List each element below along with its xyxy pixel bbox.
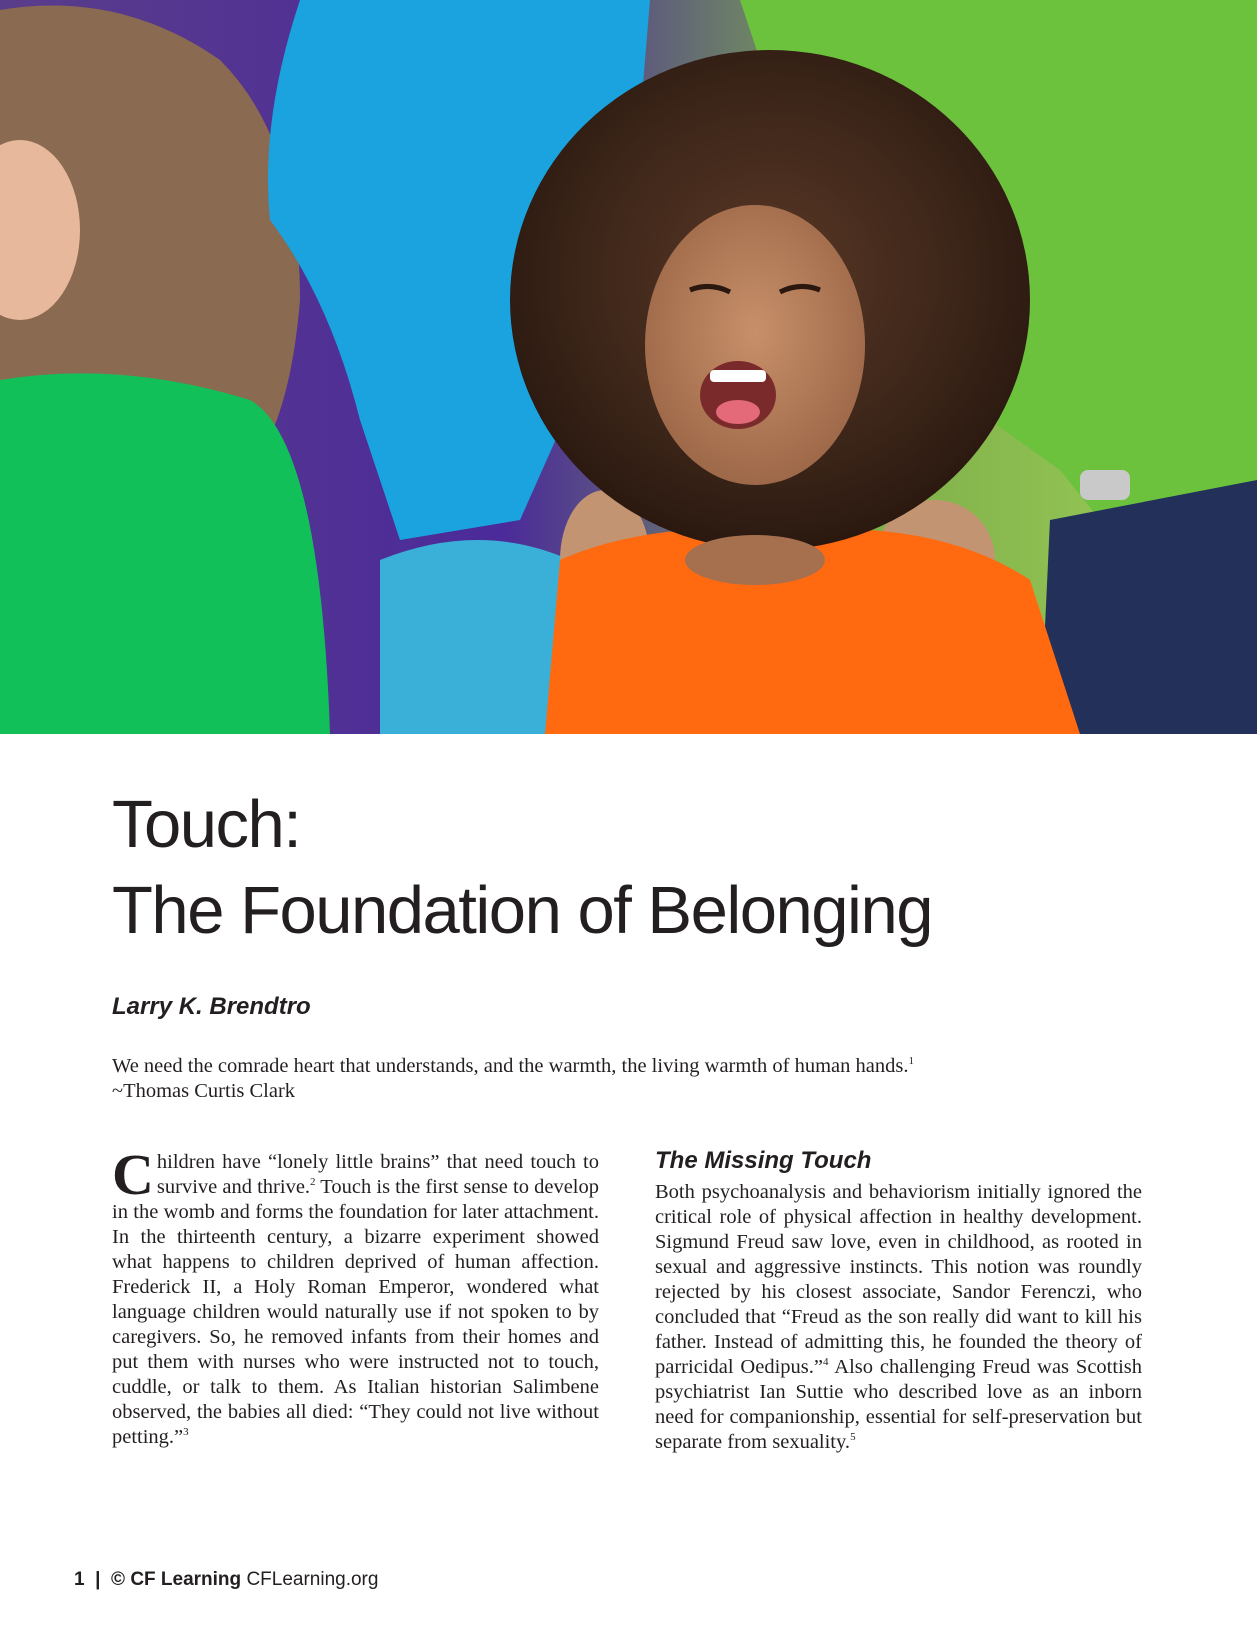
paragraph-text-b: Also challenging Freud was Scottish psychiatrist Ian Suttie who described love as an inborn need for companionship, essential for self-preservation but separate from sexuality. [655, 1356, 1142, 1453]
paragraph-text-b: Touch is the first sense to develop in the womb and forms the foundation for later attachment. In the thirteenth century, a bizarre experiment showed what happens to children deprived of human affection. Frederick II, a Holy Roman Emperor, wondered what language children would naturally use if not spoken to by caregivers. So, he removed infants from their homes and put them with nurses who were instructed not to touch, cuddle, or talk to them. As Italian historian Salimbene observed, the babies all died: “They could not live without petting.” [112, 1176, 599, 1448]
body-paragraph [655, 1180, 1142, 1455]
body-column-left [112, 1142, 599, 1450]
header-photo [0, 0, 1257, 734]
footnote-ref: 1 [908, 1055, 914, 1068]
page-footer [74, 1568, 378, 1592]
footnote-ref: 4 [823, 1356, 829, 1369]
footer-org-name: CF Learning [130, 1569, 242, 1590]
body-paragraph [112, 1142, 599, 1450]
title-line-2: The Foundation of Belonging [112, 873, 932, 948]
epigraph-quote: We need the comrade heart that understands, and the warmth, the living warmth of human hands.$^1$ [112, 1055, 914, 1077]
footnote-ref: 5 [850, 1431, 856, 1444]
drop-cap: C [112, 1142, 154, 1207]
article-title [112, 782, 932, 954]
child-face-shape [645, 205, 865, 485]
epigraph [112, 1054, 1152, 1104]
copyright-symbol: © [111, 1569, 126, 1590]
title-line-1: Touch: [112, 787, 301, 862]
paragraph-text-a: Both psychoanalysis and behaviorism initially ignored the critical role of physical affection in healthy development. Sigmund Freud saw love, even in childhood, as rooted in sexual and aggressive instincts. This notion was roundly rejected by his closest associate, Sandor Ferenczi, who concluded that “Freud as the son really did want to kill his father. Instead of admitting this, he founded the theory of parricidal Oedipus.” [655, 1181, 1142, 1378]
photo-illustration [0, 0, 1257, 734]
section-heading: The Missing Touch [655, 1147, 872, 1174]
footer-separator: | [95, 1569, 101, 1590]
footnote-ref: 3 [183, 1426, 189, 1439]
body-column-right [655, 1146, 1142, 1455]
footer-website: CFLearning.org [246, 1569, 379, 1590]
author-byline: Larry K. Brendtro [112, 993, 311, 1020]
footnote-ref: 2 [310, 1176, 316, 1189]
page-number: 1 [74, 1569, 85, 1590]
paragraph-text-a: hildren have “lonely little brains” that need touch to survive and thrive. [156, 1151, 599, 1198]
epigraph-attribution: ~Thomas Curtis Clark [112, 1080, 296, 1102]
